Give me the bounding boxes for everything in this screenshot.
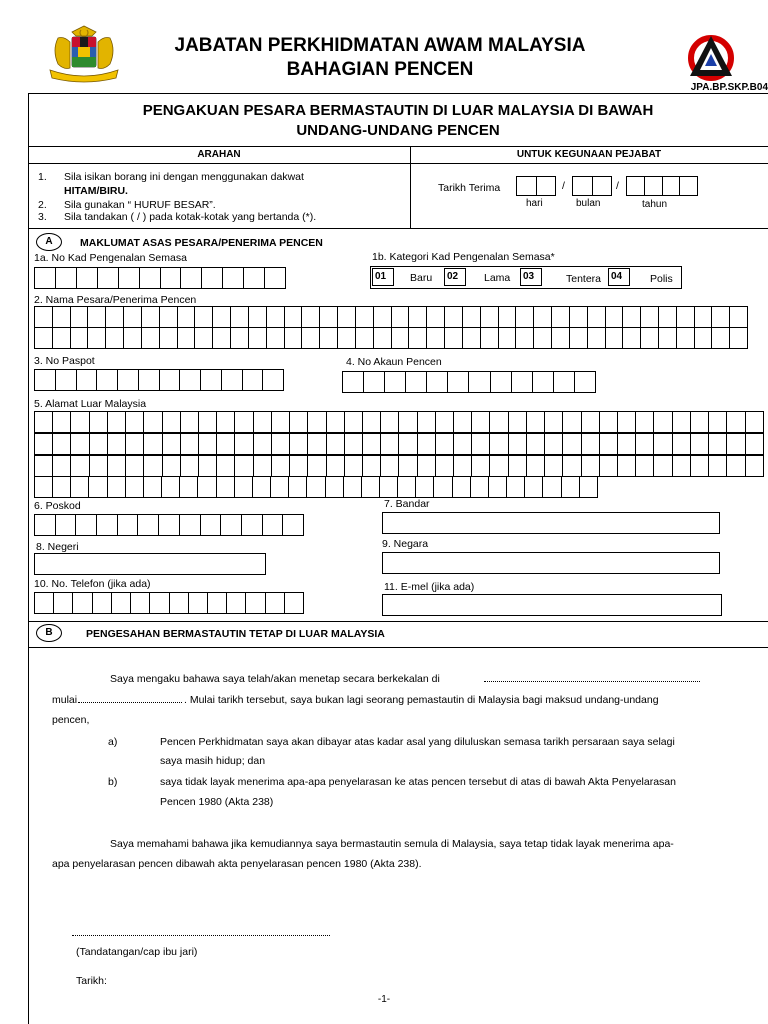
declaration-text: pencen, [52,714,90,726]
category-label-polis: Polis [650,273,673,285]
ic-category-label: 1b. Kategori Kad Pengenalan Semasa* [372,251,555,263]
item-a-text: saya masih hidup; dan [160,755,266,767]
category-code-polis[interactable]: 04 [608,268,630,286]
pension-account-label: 4. No Akaun Pencen [346,356,442,368]
date-label: Tarikh: [76,975,107,987]
month-caption: bulan [576,198,601,209]
overseas-address-label: 5. Alamat Luar Malaysia [34,398,147,410]
state-field[interactable] [34,553,266,575]
country-label: 9. Negara [382,538,429,550]
email-field[interactable] [382,594,722,616]
from-date-blank[interactable] [78,693,182,703]
email-label: 11. E-mel (jika ada) [384,581,475,593]
understanding-text: Saya memahami bahawa jika kemudiannya saya bermastautin semula di Malaysia, saya tetap tidak layak menerima apa- [110,838,674,850]
postcode-boxes[interactable] [34,514,304,536]
signature-line[interactable] [72,926,330,936]
section-a-title: MAKLUMAT ASAS PESARA/PENERIMA PENCEN [80,237,323,249]
received-date-label: Tarikh Terima [438,182,501,194]
ic-number-boxes[interactable] [34,267,286,289]
category-label-lama: Lama [484,272,511,284]
received-month-boxes[interactable] [572,176,612,196]
instruction-text: Sila isikan borang ini dengan menggunakan dakwat [64,171,304,183]
jpa-logo [684,32,738,82]
instruction-num: 2. [38,199,47,211]
instruction-num: 1. [38,171,47,183]
page-number: -1- [377,994,391,1005]
declaration-from-label: mulai [52,694,78,706]
address-boxes-row3[interactable] [34,455,764,477]
phone-boxes[interactable] [34,592,304,614]
category-code-baru[interactable]: 01 [372,268,394,286]
item-b-text: saya tidak layak menerima apa-apa penyelarasan ke atas pencen tersebut di atas di bawah Akta Penyelarasan [160,776,676,788]
postcode-label: 6. Poskod [34,500,81,512]
received-day-boxes[interactable] [516,176,556,196]
passport-label: 3. No Paspot [34,355,95,367]
address-boxes-row4[interactable] [34,476,598,498]
phone-label: 10. No. Telefon (jika ada) [34,578,151,590]
day-caption: hari [526,198,543,209]
city-label: 7. Bandar [384,498,430,510]
divider [28,228,768,229]
date-separator: / [562,180,565,192]
name-label: 2. Nama Pesara/Penerima Pencen [34,294,197,306]
section-a-marker: A [36,233,62,251]
country-blank[interactable] [484,672,700,682]
passport-boxes[interactable] [34,369,284,391]
year-caption: tahun [642,199,668,210]
malaysia-coat-of-arms-logo [42,24,126,86]
instruction-text: Sila gunakan “ HURUF BESAR”. [64,199,216,211]
date-separator: / [616,180,619,192]
name-boxes-row2[interactable] [34,327,748,349]
ic-number-label: 1a. No Kad Pengenalan Semasa [34,252,187,264]
pension-account-boxes[interactable] [342,371,596,393]
signature-caption: (Tandatangan/cap ibu jari) [76,946,198,958]
divider [28,647,768,648]
form-title-line2: UNDANG-UNDANG PENCEN [296,122,500,139]
section-b-title: PENGESAHAN BERMASTAUTIN TETAP DI LUAR MALAYSIA [86,628,385,640]
item-b-text: Pencen 1980 (Akta 238) [160,796,274,808]
item-a-marker: a) [108,736,118,748]
received-year-boxes[interactable] [626,176,698,196]
country-field[interactable] [382,552,720,574]
form-code: JPA.BP.SKP.B04 [690,82,768,93]
org-name: JABATAN PERKHIDMATAN AWAM MALAYSIA [174,35,586,56]
city-field[interactable] [382,512,720,534]
divider [28,621,768,622]
instruction-text: Sila tandakan ( / ) pada kotak-kotak yang bertanda (*). [64,211,317,223]
divider [28,146,768,147]
item-b-marker: b) [108,776,118,788]
section-b-marker: B [36,624,62,642]
instruction-text: HITAM/BIRU. [64,185,128,197]
name-boxes-row1[interactable] [34,306,748,328]
instructions-heading: ARAHAN [197,149,241,160]
declaration-text: . Mulai tarikh tersebut, saya bukan lagi seorang pemastautin di Malaysia bagi maksud undang-undang [184,694,659,706]
instruction-num: 3. [38,211,47,223]
item-a-text: Pencen Perkhidmatan saya akan dibayar atas kadar asal yang diluluskan semasa tarikh persaraan saya selagi [160,736,675,748]
address-boxes-row2[interactable] [34,433,764,455]
category-code-lama[interactable]: 02 [444,268,466,286]
office-use-heading: UNTUK KEGUNAAN PEJABAT [516,149,662,160]
address-boxes-row1[interactable] [34,411,764,433]
category-code-tentera[interactable]: 03 [520,268,542,286]
divider [28,163,768,164]
state-label: 8. Negeri [36,541,79,553]
category-label-tentera: Tentera [566,273,602,285]
category-label-baru: Baru [410,272,433,284]
understanding-text: apa penyelarasan pencen dibawah akta penyelarasan pencen 1980 (Akta 238). [52,858,422,870]
org-division: BAHAGIAN PENCEN [286,59,474,80]
declaration-text: Saya mengaku bahawa saya telah/akan menetap secara berkekalan di [110,673,440,685]
form-title-line1: PENGAKUAN PESARA BERMASTAUTIN DI LUAR MALAYSIA DI BAWAH [142,102,654,119]
